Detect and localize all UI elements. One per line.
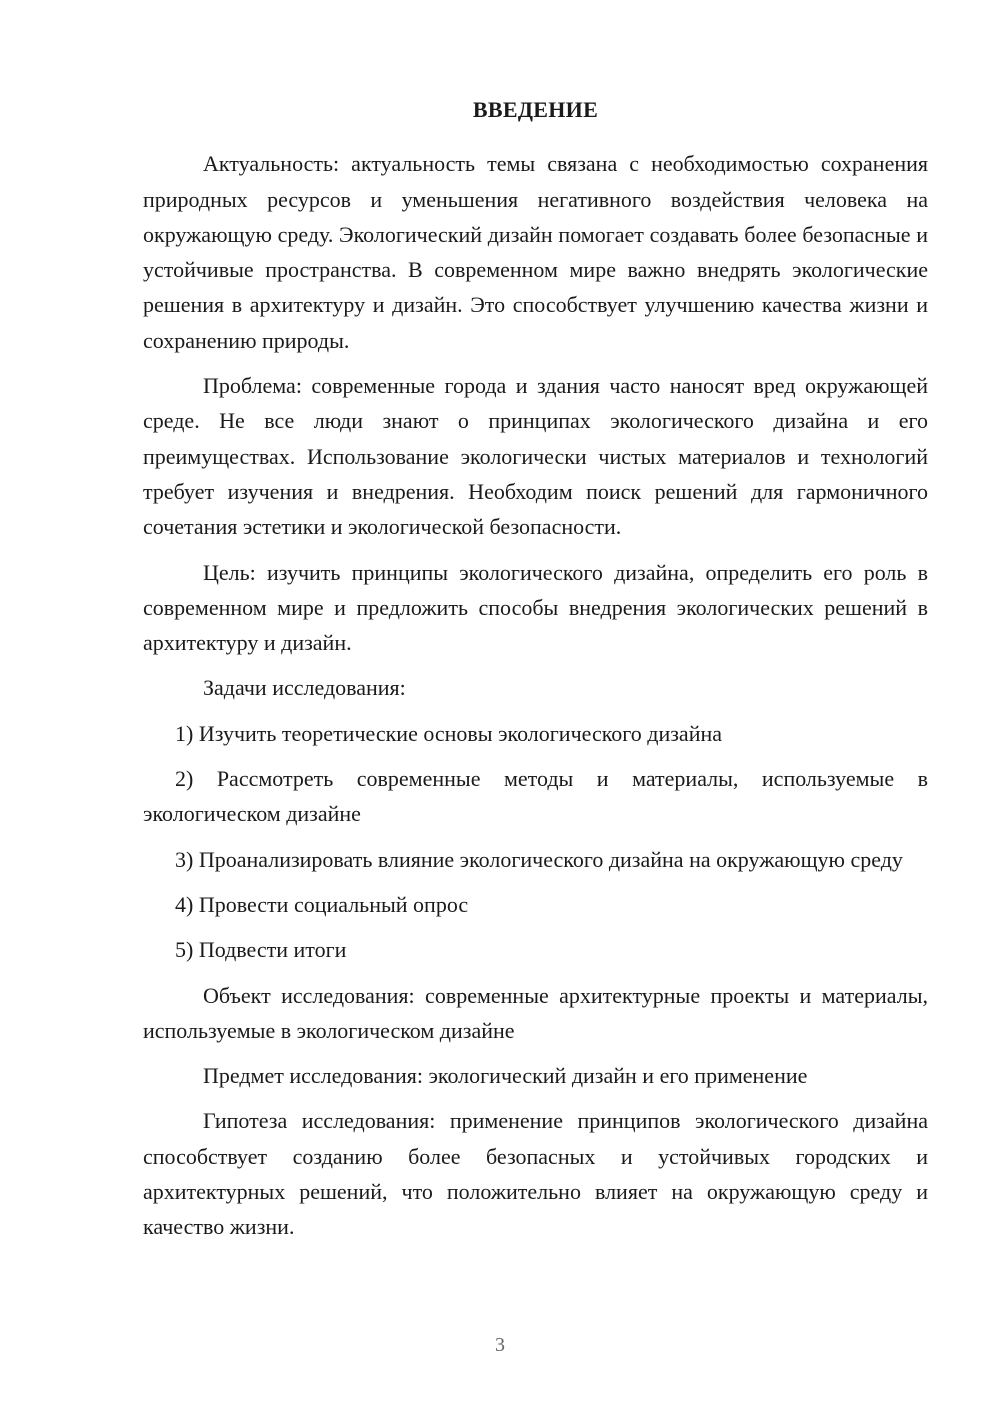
task-item-5: 5) Подвести итоги	[175, 937, 347, 963]
subject-paragraph: Предмет исследования: экологический дизайн и его применение	[203, 1063, 808, 1089]
problem-paragraph: Проблема: современные города и здания часто наносят вред окружающей среде. Не все люди знают о принципах экологического дизайна и его преимуществах. Использование экологически чистых материалов и технологий требует изучения и внедрения. Необходим поиск решений для гармоничного сочетания эстетики и экологической безопасности.	[143, 373, 928, 540]
relevance-paragraph: Актуальность: актуальность темы связана с необходимостью сохранения природных ресурсов и уменьшения негативного воздействия человека на окружающую среду. Экологический дизайн помогает создавать более безопасные и устойчивые пространства. В современном мире важно внедрять экологические решения в архитектуру и дизайн. Это способствует улучшению качества жизни и сохранению природы.	[143, 151, 928, 353]
goal-paragraph: Цель: изучить принципы экологического дизайна, определить его роль в современном мире и предложить способы внедрения экологических решений в архитектуру и дизайн.	[143, 559, 928, 656]
page-number: 3	[495, 1334, 505, 1356]
hypothesis-paragraph: Гипотеза исследования: применение принципов экологического дизайна способствует созданию более безопасных и устойчивых городских и архитектурных решений, что положительно влияет на окружающую среду и качество жизни.	[143, 1108, 928, 1240]
tasks-heading: Задачи исследования:	[203, 675, 406, 701]
object-paragraph: Объект исследования: современные архитектурные проекты и материалы, используемые в экологическом дизайне	[143, 982, 928, 1043]
task-item-3: 3) Проанализировать влияние экологического дизайна на окружающую среду	[175, 846, 903, 872]
task-item-4: 4) Провести социальный опрос	[175, 891, 469, 917]
section-title: ВВЕДЕНИЕ	[472, 97, 599, 122]
task-item-2: 2) Рассмотреть современные методы и материалы, используемые в экологическом дизайне	[143, 766, 928, 827]
task-item-1: 1) Изучить теоретические основы экологического дизайна	[175, 720, 723, 746]
document-page	[143, 92, 928, 1255]
